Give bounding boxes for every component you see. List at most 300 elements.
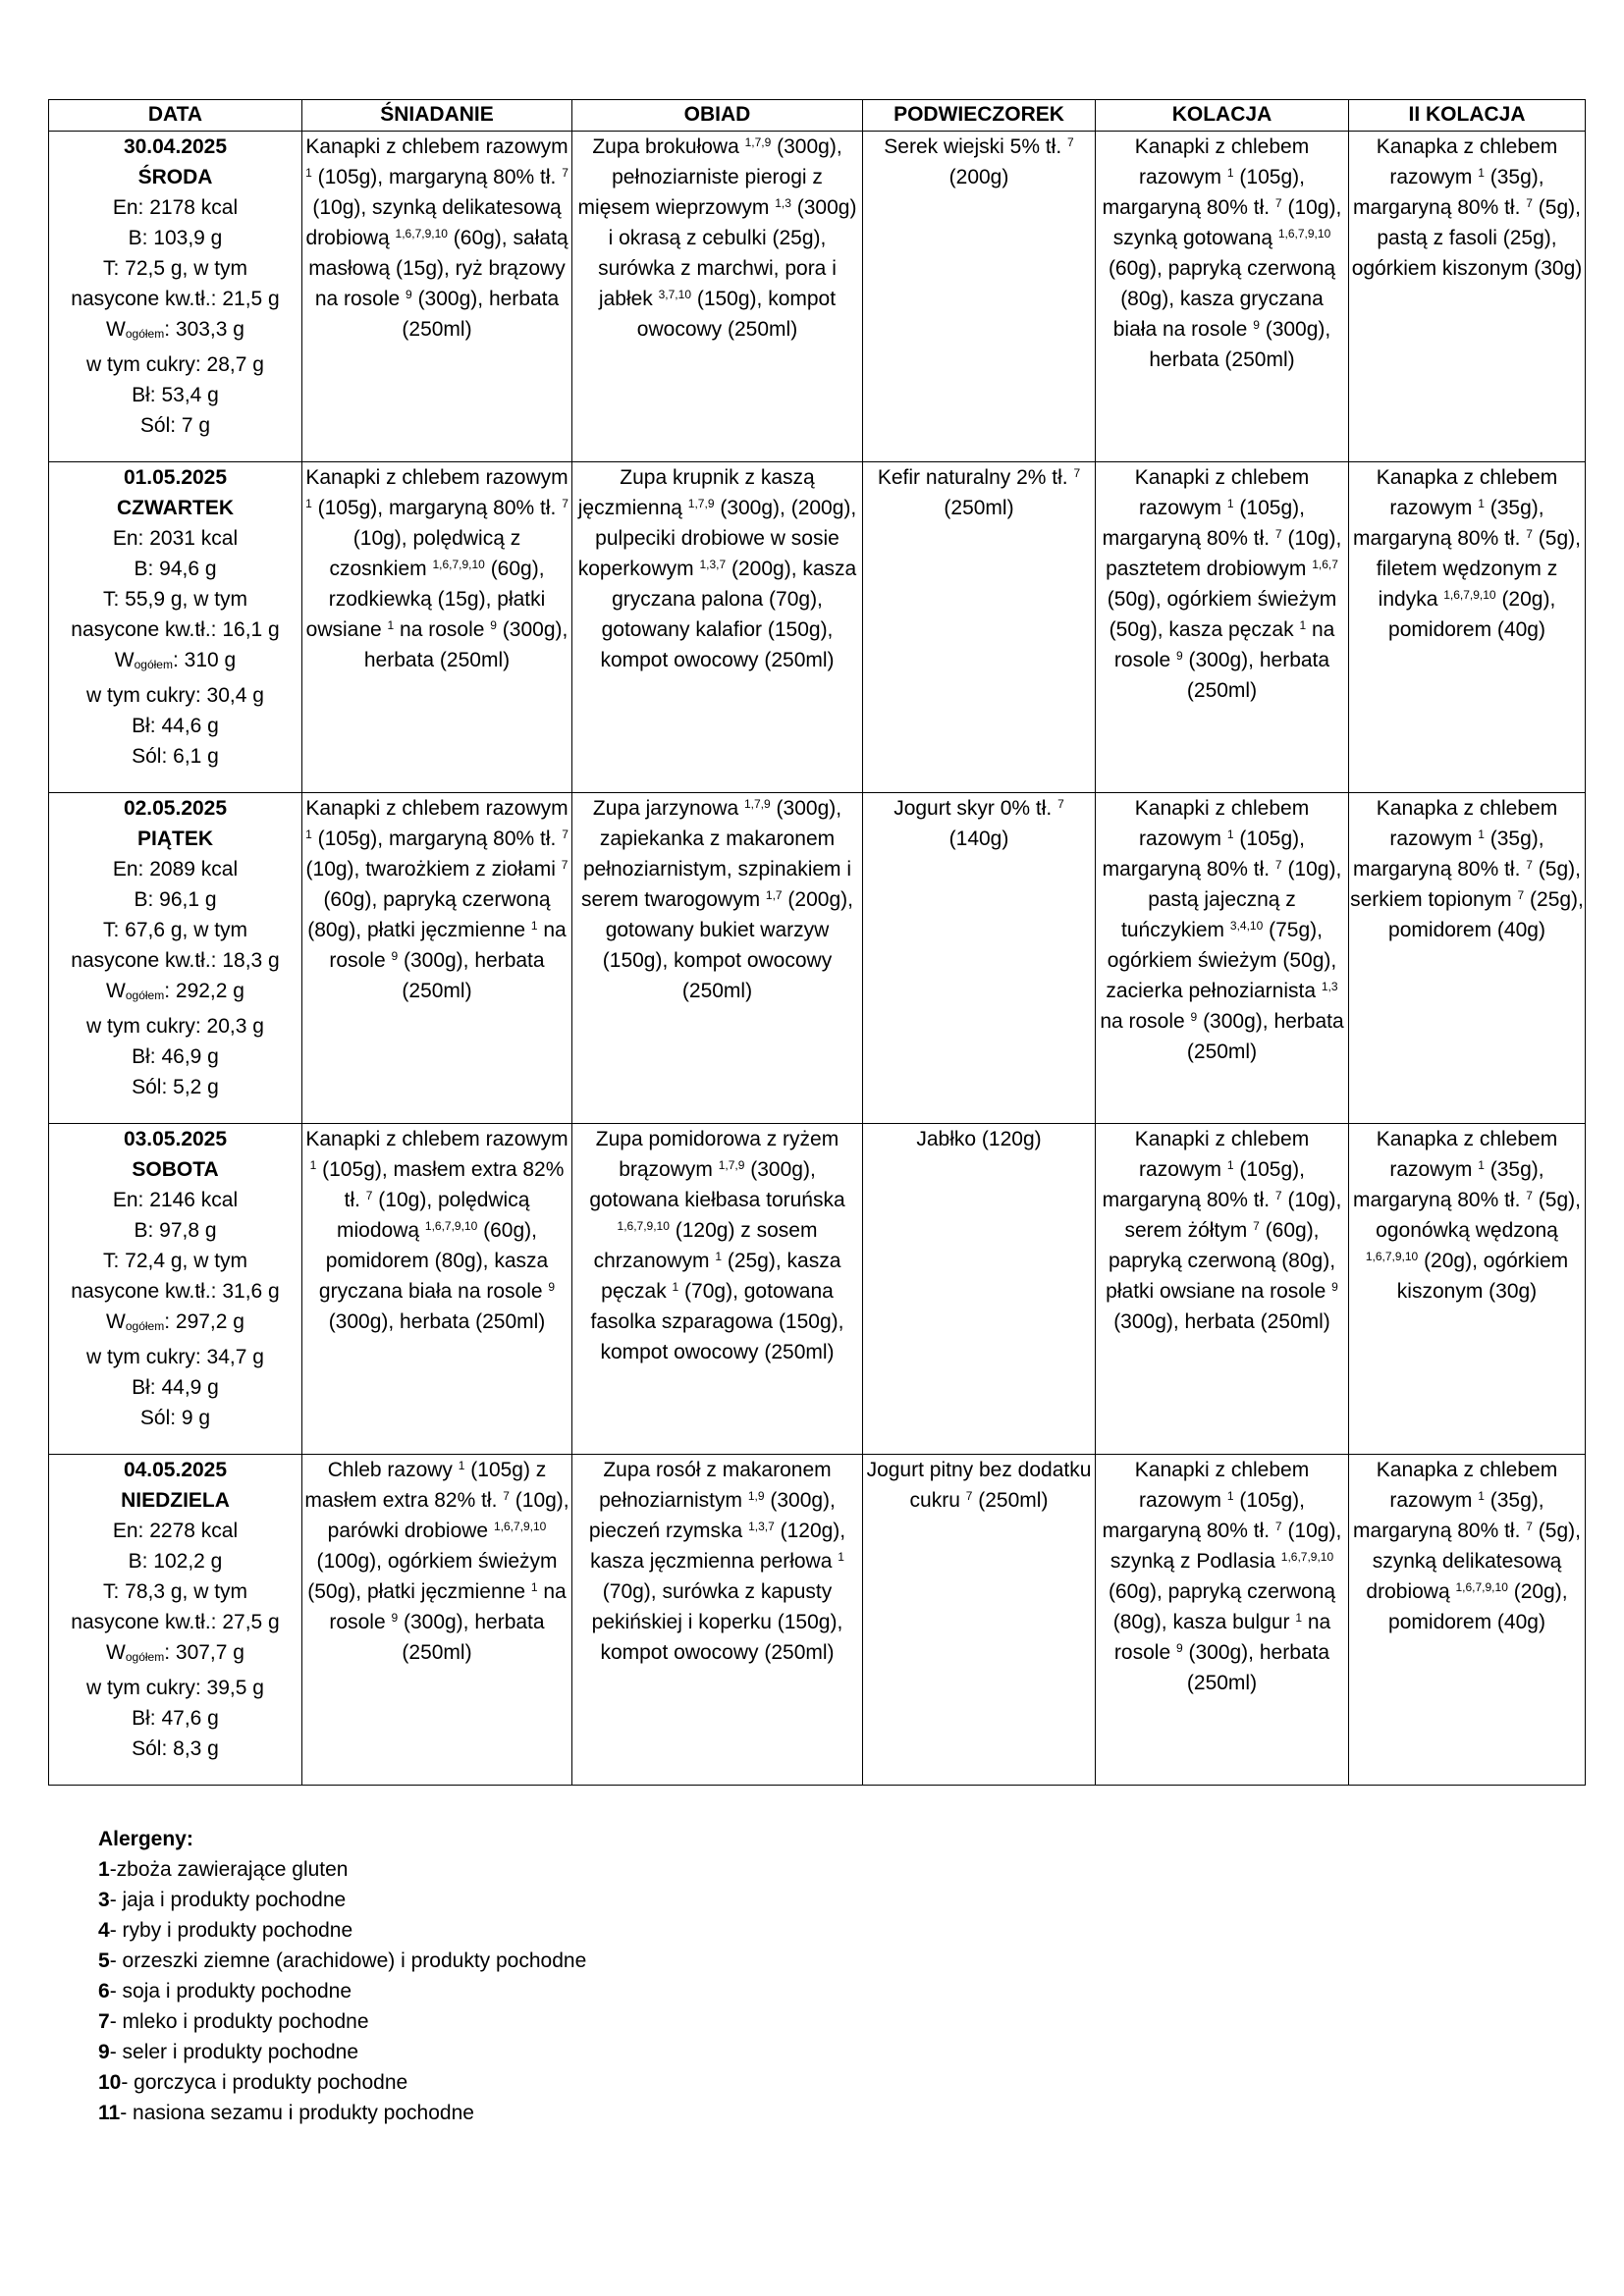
meal-text: (10g), pasztetem drobiowym: [1106, 527, 1342, 580]
meal-text: (300g), gotowana kiełbasa toruńska: [589, 1158, 845, 1211]
allergen-marker: 1,9: [747, 1489, 765, 1503]
meal-text: (10g), szynką gotowaną: [1112, 196, 1342, 249]
meal-text: (105g), margaryną 80% tł.: [1102, 828, 1305, 881]
nutrition-sugars: w tym cukry: 28,7 g: [86, 353, 264, 376]
nutrition-energy: En: 2031 kcal: [112, 527, 239, 550]
day-weekday: ŚRODA: [137, 166, 213, 188]
meal-text: (105g), margaryną 80% tł.: [311, 828, 563, 850]
meal-text: (300g), herbata (250ml): [398, 1611, 545, 1664]
nutrition-carbs: [50, 976, 300, 1011]
nutrition-sugars: w tym cukry: 39,5 g: [86, 1677, 264, 1699]
allergen-marker: 1,6,7,9,10: [432, 558, 485, 571]
meal-text: Zupa pomidorowa z ryżem brązowym: [595, 1128, 839, 1181]
allergen-marker: 1: [672, 1280, 679, 1294]
afternoon-snack-cell: [863, 132, 1096, 462]
allergen-marker: 1,7,9: [718, 1158, 745, 1172]
allergen-marker: 9: [391, 949, 399, 963]
nutrition-carbs-subscript: ogółem: [134, 658, 173, 671]
meal-text: (300g), herbata (250ml): [363, 618, 568, 671]
meal-plan-body: [49, 132, 1586, 1786]
meal-text: (120g), kasza jęczmienna perłowa: [590, 1520, 846, 1573]
allergen-marker: 7: [1274, 1520, 1282, 1533]
meal-text: (100g), ogórkiem świeżym (50g), płatki jęczmienne: [307, 1550, 558, 1603]
meal-text: (10g), twarożkiem z ziołami: [305, 858, 562, 881]
nutrition-carbs: [50, 1637, 300, 1673]
lunch-cell: [572, 1455, 863, 1786]
allergen-marker: 1: [530, 919, 538, 933]
nutrition-carbs-value: : 310 g: [172, 649, 237, 671]
allergen-marker: 7: [1253, 1219, 1260, 1233]
allergen-marker: 1,3: [1321, 980, 1338, 993]
column-header-breakfast: ŚNIADANIE: [302, 100, 572, 132]
meal-text: Kanapki z chlebem razowym: [305, 466, 568, 489]
nutrition-fiber: Bł: 53,4 g: [132, 384, 219, 406]
second-dinner-cell: [1349, 462, 1586, 793]
meal-text: (150g), kompot owocowy (250ml): [636, 288, 837, 341]
allergen-marker: 1: [309, 1158, 317, 1172]
allergen-marker: 7: [965, 1489, 973, 1503]
dinner-cell: [1096, 1455, 1349, 1786]
date-nutrition-cell: [49, 1124, 302, 1455]
table-row: [49, 1124, 1586, 1455]
nutrition-fiber: Bł: 44,9 g: [132, 1376, 219, 1399]
meal-text: (60g), sałatą masłową (15g), ryż brązowy na rosole: [308, 227, 568, 310]
nutrition-protein: B: 97,8 g: [134, 1219, 217, 1242]
meal-text: Kanapka z chlebem razowym: [1376, 466, 1558, 519]
allergen-number: 11: [98, 2102, 121, 2124]
nutrition-carbs: [50, 645, 300, 680]
nutrition-carbs-label: W: [106, 1641, 126, 1664]
meal-text: (60g), papryką czerwoną (80g), płatki owsiane na rosole: [1106, 1219, 1336, 1303]
meal-text: (75g), ogórkiem świeżym (50g), zacierka pełnoziarnista: [1106, 919, 1337, 1002]
allergen-marker: 9: [1175, 649, 1183, 663]
allergen-marker: 1: [530, 1580, 538, 1594]
meal-text: Zupa jarzynowa: [592, 797, 744, 820]
afternoon-snack-cell: [863, 1124, 1096, 1455]
allergen-description: - ryby i produkty pochodne: [109, 1919, 353, 1942]
meal-text: (300g), herbata (250ml): [402, 288, 560, 341]
nutrition-saturated: nasycone kw.tł.: 31,6 g: [71, 1280, 280, 1303]
nutrition-protein: B: 103,9 g: [128, 227, 223, 249]
allergen-marker: 1: [1478, 828, 1485, 841]
meal-text: (250ml): [972, 1489, 1049, 1512]
nutrition-sugars: w tym cukry: 34,7 g: [86, 1346, 264, 1368]
nutrition-fat: T: 72,4 g, w tym: [102, 1250, 248, 1272]
meal-text: Kanapki z chlebem razowym: [1134, 466, 1310, 519]
allergen-number: 3: [98, 1889, 110, 1911]
nutrition-fat: T: 78,3 g, w tym: [102, 1580, 248, 1603]
allergen-marker: 1,7,9: [744, 135, 772, 149]
allergen-marker: 1,6,7: [1312, 558, 1338, 571]
allergen-marker: 7: [1517, 888, 1525, 902]
nutrition-carbs-label: W: [106, 980, 126, 1002]
column-header-afternoon-snack: PODWIECZOREK: [863, 100, 1096, 132]
meal-text: (35g), margaryną 80% tł.: [1353, 1158, 1544, 1211]
nutrition-energy: En: 2146 kcal: [112, 1189, 239, 1211]
allergen-marker: 1: [305, 828, 312, 841]
second-dinner-cell: [1349, 1124, 1586, 1455]
nutrition-carbs-value: : 297,2 g: [164, 1310, 244, 1333]
day-weekday: PIĄTEK: [136, 828, 213, 850]
allergen-marker: 1: [387, 618, 395, 632]
allergen-marker: 9: [1253, 318, 1260, 332]
meal-text: (140g): [948, 828, 1009, 850]
allergen-marker: 9: [406, 288, 412, 301]
allergen-marker: 1: [1226, 1489, 1234, 1503]
nutrition-fat: T: 55,9 g, w tym: [102, 588, 248, 611]
allergen-marker: 7: [1274, 196, 1282, 210]
column-header-dinner: KOLACJA: [1096, 100, 1349, 132]
nutrition-salt: Sól: 5,2 g: [132, 1076, 219, 1098]
meal-text: Kanapki z chlebem razowym: [305, 135, 568, 158]
allergen-item: [98, 2006, 586, 2037]
meal-text: (35g), margaryną 80% tł.: [1353, 828, 1544, 881]
allergen-marker: 1,6,7,9,10: [1277, 227, 1331, 240]
nutrition-carbs-subscript: ogółem: [125, 327, 165, 341]
meal-text: (10g), szynką z Podlasia: [1110, 1520, 1342, 1573]
meal-text: Serek wiejski 5% tł.: [884, 135, 1068, 158]
meal-text: (10g), szynką delikatesową drobiową: [305, 196, 562, 249]
allergen-marker: 7: [561, 858, 568, 872]
allergen-marker: 3,4,10: [1229, 919, 1264, 933]
allergen-number: 1: [98, 1858, 110, 1881]
meal-text: (300g), herbata (250ml): [1149, 318, 1331, 371]
dinner-cell: [1096, 793, 1349, 1124]
meal-text: (300g) i okrasą z cebulki (25g), surówka z marchwi, pora i jabłek: [598, 196, 857, 310]
meal-text: (20g), pomidorem (40g): [1388, 1580, 1568, 1633]
allergen-marker: 1: [305, 497, 312, 510]
meal-text: (300g), pełnoziarniste pierogi z mięsem wieprzowym: [577, 135, 842, 219]
day-weekday: CZWARTEK: [117, 497, 234, 519]
meal-text: (5g), pastą z fasoli (25g), ogórkiem kiszonym (30g): [1351, 196, 1583, 280]
meal-text: (60g), rzodkiewką (15g), płatki owsiane: [305, 558, 546, 641]
allergen-marker: 1,7,9: [744, 797, 771, 811]
nutrition-carbs-subscript: ogółem: [125, 1319, 165, 1333]
meal-text: (10g), serem żółtym: [1124, 1189, 1342, 1242]
day-date: 02.05.2025: [123, 797, 228, 820]
allergen-marker: 1,3,7: [699, 558, 727, 571]
meal-text: (35g), margaryną 80% tł.: [1353, 1489, 1544, 1542]
allergen-description: -zboża zawierające gluten: [109, 1858, 349, 1881]
meal-text: (35g), margaryną 80% tł.: [1353, 166, 1544, 219]
allergen-description: - jaja i produkty pochodne: [109, 1889, 347, 1911]
lunch-cell: [572, 1124, 863, 1455]
meal-text: Chleb razowy: [327, 1459, 459, 1481]
nutrition-energy: En: 2278 kcal: [112, 1520, 239, 1542]
allergen-marker: 1,3,7: [748, 1520, 775, 1533]
allergen-marker: 1: [458, 1459, 465, 1472]
nutrition-fiber: Bł: 46,9 g: [132, 1045, 219, 1068]
day-date: 01.05.2025: [123, 466, 228, 489]
meal-text: (10g), polędwicą miodową: [337, 1189, 530, 1242]
allergen-marker: 1: [305, 166, 312, 180]
allergen-marker: 7: [1274, 527, 1282, 541]
second-dinner-cell: [1349, 793, 1586, 1124]
second-dinner-cell: [1349, 132, 1586, 462]
allergen-item: [98, 1946, 586, 1976]
meal-text: Zupa brokułowa: [592, 135, 745, 158]
allergen-marker: 7: [503, 1489, 510, 1503]
column-header-lunch: OBIAD: [572, 100, 863, 132]
nutrition-fat: T: 67,6 g, w tym: [102, 919, 248, 941]
dinner-cell: [1096, 462, 1349, 793]
meal-text: (105g), margaryną 80% tł.: [1102, 1489, 1305, 1542]
allergen-marker: 7: [1526, 1189, 1533, 1202]
meal-text: (105g) z masłem extra 82% tł.: [304, 1459, 547, 1512]
nutrition-sugars: w tym cukry: 30,4 g: [86, 684, 264, 707]
second-dinner-cell: [1349, 1455, 1586, 1786]
allergen-marker: 7: [365, 1189, 373, 1202]
meal-text: (300g), herbata (250ml): [328, 1310, 546, 1333]
nutrition-carbs-subscript: ogółem: [125, 1650, 165, 1664]
meal-text: na rosole: [1113, 1611, 1331, 1664]
nutrition-saturated: nasycone kw.tł.: 27,5 g: [71, 1611, 280, 1633]
date-nutrition-cell: [49, 462, 302, 793]
allergen-description: - soja i produkty pochodne: [109, 1980, 352, 2002]
allergen-marker: 1: [1478, 1489, 1485, 1503]
meal-text: (60g), papryką czerwoną (80g), płatki jęczmienne: [307, 888, 551, 941]
allergen-marker: 9: [490, 618, 497, 632]
meal-text: (300g), (200g), pulpeciki drobiowe w sosie koperkowym: [577, 497, 857, 580]
allergen-marker: 7: [562, 166, 568, 180]
allergen-marker: 7: [1274, 858, 1282, 872]
meal-text: (105g), masłem extra 82% tł.: [316, 1158, 565, 1211]
nutrition-salt: Sól: 7 g: [139, 414, 211, 437]
meal-text: (300g), herbata (250ml): [1182, 649, 1330, 702]
nutrition-salt: Sól: 8,3 g: [132, 1737, 219, 1760]
meal-text: (60g), pomidorem (80g), kasza gryczana biała na rosole: [318, 1219, 549, 1303]
meal-text: (50g), ogórkiem świeżym (50g), kasza pęczak: [1107, 588, 1337, 641]
meal-text: Kanapki z chlebem razowym: [1134, 797, 1310, 850]
meal-text: (10g), pastą jajeczną z tuńczykiem: [1121, 858, 1342, 941]
allergen-marker: 1: [1478, 166, 1485, 180]
meal-text: (20g), ogórkiem kiszonym (30g): [1396, 1250, 1569, 1303]
allergen-item: [98, 1915, 586, 1946]
allergen-marker: 1,6,7,9,10: [1280, 1550, 1334, 1564]
allergen-description: - gorczyca i produkty pochodne: [121, 2071, 408, 2094]
nutrition-carbs: [50, 314, 300, 349]
nutrition-salt: Sól: 9 g: [139, 1407, 211, 1429]
breakfast-cell: [302, 132, 572, 462]
allergen-marker: 1: [838, 1550, 844, 1564]
allergen-marker: 1,6,7,9,10: [424, 1219, 478, 1233]
allergen-marker: 1,7,9: [687, 497, 715, 510]
allergen-marker: 7: [562, 497, 568, 510]
nutrition-protein: B: 94,6 g: [134, 558, 217, 580]
meal-text: (120g) z sosem chrzanowym: [593, 1219, 818, 1272]
allergen-marker: 9: [391, 1611, 399, 1625]
column-header-second-dinner: II KOLACJA: [1349, 100, 1586, 132]
meal-text: Jabłko (120g): [916, 1128, 1042, 1150]
meal-text: na rosole: [329, 1580, 567, 1633]
allergen-marker: 1,6,7,9,10: [395, 227, 448, 240]
allergen-marker: 1,3: [775, 196, 791, 210]
nutrition-carbs-label: W: [106, 318, 126, 341]
meal-text: na rosole: [329, 919, 567, 972]
meal-text: (300g), pieczeń rzymska: [588, 1489, 836, 1542]
meal-text: (25g), pomidorem (40g): [1388, 888, 1584, 941]
table-row: [49, 1455, 1586, 1786]
allergen-marker: 1: [1226, 828, 1234, 841]
meal-text: Kanapka z chlebem razowym: [1376, 797, 1558, 850]
allergen-marker: 1: [1299, 618, 1307, 632]
meal-text: Kanapki z chlebem razowym: [1134, 135, 1310, 188]
day-date: 03.05.2025: [123, 1128, 228, 1150]
nutrition-energy: En: 2178 kcal: [112, 196, 239, 219]
nutrition-fat: T: 72,5 g, w tym: [102, 257, 248, 280]
allergen-description: - seler i produkty pochodne: [109, 2041, 358, 2063]
meal-text: (200g), gotowany bukiet warzyw (150g), kompot owocowy (250ml): [602, 888, 853, 1002]
nutrition-saturated: nasycone kw.tł.: 21,5 g: [71, 288, 280, 310]
nutrition-carbs-value: : 303,3 g: [164, 318, 244, 341]
date-nutrition-cell: [49, 793, 302, 1124]
dinner-cell: [1096, 1124, 1349, 1455]
nutrition-carbs-label: W: [106, 1310, 126, 1333]
allergen-legend-title: Alergeny:: [98, 1828, 193, 1850]
nutrition-carbs-value: : 307,7 g: [164, 1641, 244, 1664]
allergen-marker: 1: [1226, 497, 1234, 510]
meal-text: Kanapka z chlebem razowym: [1376, 1459, 1558, 1512]
allergen-list: [98, 1854, 586, 2128]
nutrition-saturated: nasycone kw.tł.: 18,3 g: [71, 949, 280, 972]
allergen-marker: 1,7: [765, 888, 783, 902]
meal-text: (60g), papryką czerwoną (80g), kasza bulgur: [1108, 1580, 1336, 1633]
nutrition-fiber: Bł: 44,6 g: [132, 715, 219, 737]
allergen-marker: 7: [1073, 466, 1081, 480]
lunch-cell: [572, 793, 863, 1124]
meal-text: na rosole: [1100, 1010, 1191, 1033]
meal-text: (300g), herbata (250ml): [1113, 1310, 1330, 1333]
meal-text: (5g), szynką delikatesową drobiową: [1366, 1520, 1581, 1603]
allergen-item: [98, 1976, 586, 2006]
meal-text: (200g), kasza gryczana palona (70g), gotowany kalafior (150g), kompot owocowy (250ml): [600, 558, 857, 671]
meal-text: (250ml): [944, 497, 1014, 519]
meal-text: (70g), gotowana fasolka szparagowa (150g), kompot owocowy (250ml): [590, 1280, 844, 1363]
meal-text: Kanapki z chlebem razowym: [305, 1128, 568, 1150]
allergen-marker: 1,6,7,9,10: [1365, 1250, 1419, 1263]
column-header-date: DATA: [49, 100, 302, 132]
allergen-description: - nasiona sezamu i produkty pochodne: [120, 2102, 474, 2124]
allergen-number: 5: [98, 1949, 110, 1972]
meal-text: Kanapki z chlebem razowym: [305, 797, 568, 820]
meal-text: Kanapka z chlebem razowym: [1376, 1128, 1558, 1181]
date-nutrition-cell: [49, 1455, 302, 1786]
allergen-item: [98, 2067, 586, 2098]
allergen-marker: 9: [1331, 1280, 1338, 1294]
allergen-item: [98, 2037, 586, 2067]
allergen-marker: 1,6,7,9,10: [1443, 588, 1496, 602]
allergen-marker: 7: [1067, 135, 1074, 149]
breakfast-cell: [302, 1124, 572, 1455]
breakfast-cell: [302, 462, 572, 793]
meal-text: Zupa rosół z makaronem pełnoziarnistym: [599, 1459, 832, 1512]
meal-text: (300g), zapiekanka z makaronem pełnoziarnistym, szpinakiem i serem twarogowym: [581, 797, 852, 911]
meal-text: (105g), margaryną 80% tł.: [311, 497, 563, 519]
allergen-marker: 1: [1226, 166, 1234, 180]
lunch-cell: [572, 132, 863, 462]
table-row: [49, 793, 1586, 1124]
meal-text: Kanapki z chlebem razowym: [1134, 1128, 1310, 1181]
meal-text: (105g), margaryną 80% tł.: [1102, 1158, 1305, 1211]
allergen-number: 9: [98, 2041, 110, 2063]
nutrition-sugars: w tym cukry: 20,3 g: [86, 1015, 264, 1038]
allergen-marker: 1,6,7,9,10: [1455, 1580, 1508, 1594]
allergen-marker: 3,7,10: [658, 288, 691, 301]
date-nutrition-cell: [49, 132, 302, 462]
meal-text: Jogurt pitny bez dodatku cukru: [866, 1459, 1092, 1512]
meal-text: (5g), ogonówką wędzoną: [1376, 1189, 1581, 1242]
allergen-description: - mleko i produkty pochodne: [109, 2010, 369, 2033]
breakfast-cell: [302, 1455, 572, 1786]
afternoon-snack-cell: [863, 462, 1096, 793]
meal-text: (35g), margaryną 80% tł.: [1353, 497, 1544, 550]
meal-text: (5g), serkiem topionym: [1350, 858, 1581, 911]
meal-text: Kanapka z chlebem razowym: [1376, 135, 1558, 188]
day-date: 04.05.2025: [123, 1459, 228, 1481]
meal-text: (25g), kasza pęczak: [601, 1250, 841, 1303]
meal-text: Kefir naturalny 2% tł.: [877, 466, 1074, 489]
allergen-marker: 7: [1526, 858, 1533, 872]
dinner-cell: [1096, 132, 1349, 462]
allergen-description: - orzeszki ziemne (arachidowe) i produkty pochodne: [109, 1949, 587, 1972]
meal-plan-table: [48, 99, 1586, 1786]
allergen-number: 7: [98, 2010, 110, 2033]
allergen-item: [98, 1885, 586, 1915]
meal-text: Jogurt skyr 0% tł.: [893, 797, 1058, 820]
day-date: 30.04.2025: [123, 135, 228, 158]
nutrition-salt: Sól: 6,1 g: [132, 745, 219, 768]
allergen-marker: 7: [1057, 797, 1064, 811]
meal-text: (200g): [948, 166, 1009, 188]
nutrition-carbs: [50, 1307, 300, 1342]
meal-text: (20g), pomidorem (40g): [1388, 588, 1556, 641]
meal-text: (10g), parówki drobiowe: [327, 1489, 569, 1542]
day-weekday: NIEDZIELA: [121, 1489, 230, 1512]
breakfast-cell: [302, 793, 572, 1124]
meal-text: (105g), margaryną 80% tł.: [311, 166, 563, 188]
nutrition-carbs-subscript: ogółem: [125, 988, 165, 1002]
allergen-marker: 7: [1274, 1189, 1282, 1202]
meal-text: (300g), herbata (250ml): [398, 949, 545, 1002]
allergen-marker: 7: [562, 828, 568, 841]
allergen-marker: 1,6,7,9,10: [493, 1520, 547, 1533]
table-row: [49, 462, 1586, 793]
allergen-marker: 7: [1526, 196, 1533, 210]
meal-text: (10g), polędwicą z czosnkiem: [329, 527, 521, 580]
nutrition-protein: B: 96,1 g: [134, 888, 217, 911]
allergen-marker: 1,6,7,9,10: [617, 1219, 670, 1233]
allergen-marker: 9: [1190, 1010, 1198, 1024]
allergen-marker: 9: [548, 1280, 556, 1294]
nutrition-protein: B: 102,2 g: [128, 1550, 223, 1573]
allergen-marker: 1: [715, 1250, 722, 1263]
afternoon-snack-cell: [863, 1455, 1096, 1786]
allergen-item: [98, 2098, 586, 2128]
allergen-number: 4: [98, 1919, 110, 1942]
meal-text: (60g), papryką czerwoną (80g), kasza gryczana biała na rosole: [1108, 257, 1336, 341]
meal-text: na rosole: [1113, 618, 1335, 671]
allergen-marker: 1: [1478, 497, 1485, 510]
nutrition-energy: En: 2089 kcal: [112, 858, 239, 881]
meal-text: na rosole: [394, 618, 491, 641]
allergen-marker: 1: [1226, 1158, 1234, 1172]
meal-text: (300g), herbata (250ml): [1186, 1010, 1344, 1063]
allergen-number: 6: [98, 1980, 110, 2002]
meal-text: (105g), margaryną 80% tł.: [1102, 497, 1305, 550]
meal-text: (105g), margaryną 80% tł.: [1102, 166, 1305, 219]
nutrition-fiber: Bł: 47,6 g: [132, 1707, 219, 1730]
meal-text: Zupa krupnik z kaszą jęczmienną: [577, 466, 815, 519]
